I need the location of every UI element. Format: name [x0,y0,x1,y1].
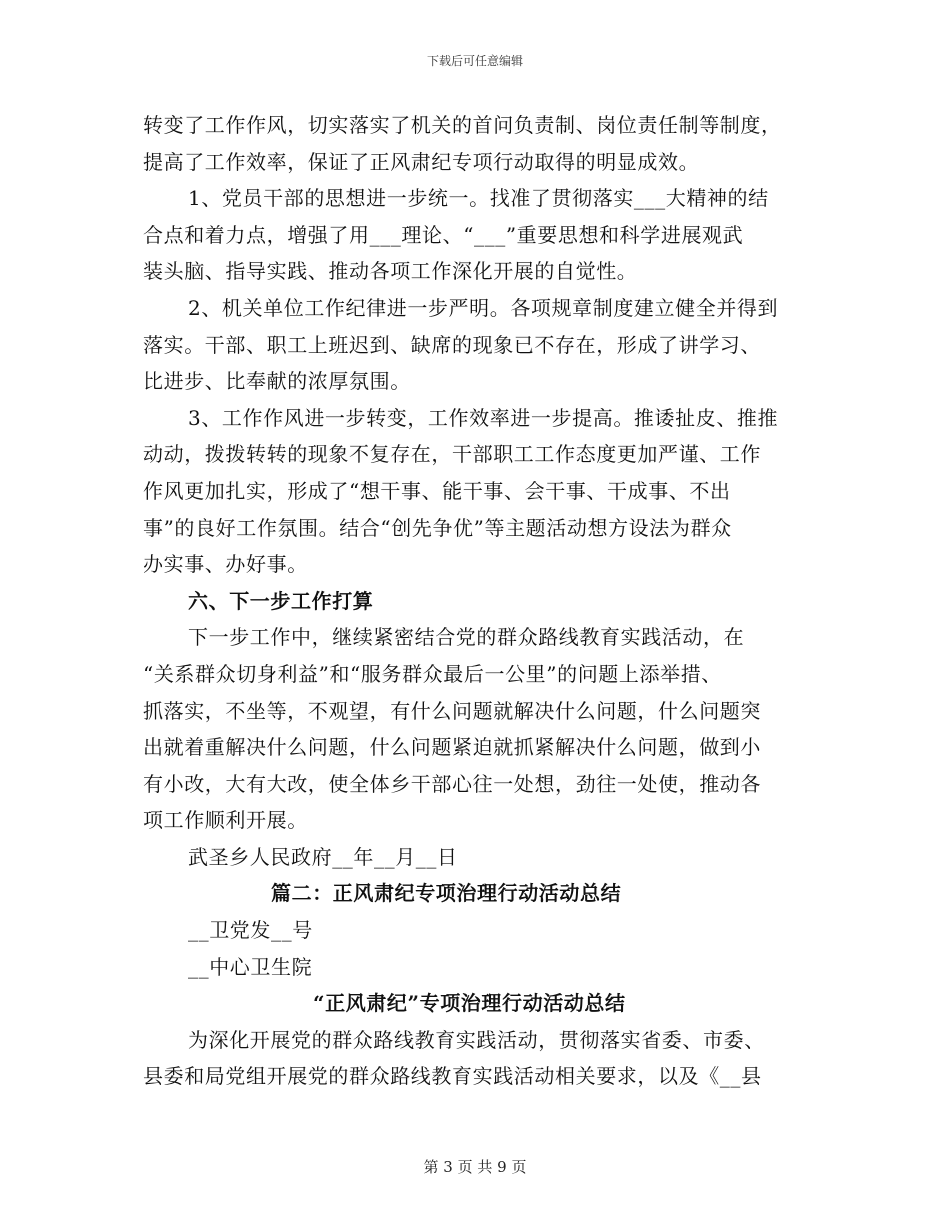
body-line: 提高了工作效率，保证了正风肃纪专项行动取得的明显成效。 [143,149,700,174]
document-body [143,107,807,1095]
body-line: 项工作顺利开展。 [143,808,308,833]
body-line: 动动，拨拨转转的现象不复存在，干部职工工作态度更加严谨、工作 [143,442,761,467]
article-title: 篇二：正风肃纪专项治理行动活动总结 [271,881,622,906]
document-number: __卫党发__号 [188,918,313,943]
body-line: 办实事、办好事。 [143,552,308,577]
body-line: 转变了工作作风，切实落实了机关的首问负责制、岗位责任制等制度， [143,113,782,137]
body-line: 事”的良好工作氛围。结合“创先争优”等主题活动想方设法为群众 [143,515,732,540]
body-line: 出就着重解决什么问题，什么问题紧迫就抓紧解决什么问题，做到小 [143,735,761,760]
body-line: 1、党员干部的思想进一步统一。找准了贯彻落实___大精神的结 [188,186,769,211]
body-line: 县委和局党组开展党的群众路线教育实践活动相关要求，以及《__县 [143,1064,762,1089]
signature-date: 武圣乡人民政府__年__月__日 [188,844,458,869]
issuing-unit: __中心卫生院 [188,954,313,979]
page-header: 下载后可任意编辑 [426,54,523,68]
body-line: 抓落实，不坐等，不观望，有什么问题就解决什么问题，什么问题突 [143,698,761,723]
page-footer: 第 3 页 共 9 页 [423,1158,527,1176]
body-line: 作风更加扎实，形成了“想干事、能干事、会干事、干成事、不出 [143,478,731,503]
body-line: 有小改，大有大改，使全体乡干部心往一处想，劲往一处使，推动各 [143,771,761,796]
body-line: 下一步工作中，继续紧密结合党的群众路线教育实践活动，在 [188,625,745,650]
body-line: 为深化开展党的群众路线教育实践活动，贯彻落实省委、市委、 [188,1027,765,1052]
body-line: 3、工作作风进一步转变，工作效率进一步提高。推诿扯皮、推推 [188,405,779,430]
section-heading: 六、下一步工作打算 [188,588,374,613]
body-line: 合点和着力点，增强了用___理论、“___”重要思想和科学进展观武 [143,222,744,247]
body-line: 装头脑、指导实践、推动各项工作深化开展的自觉性。 [143,259,638,284]
summary-title: “正风肃纪”专项治理行动活动总结 [313,991,626,1016]
body-line: 2、机关单位工作纪律进一步严明。各项规章制度建立健全并得到 [188,295,779,320]
body-line: 落实。干部、职工上班迟到、缺席的现象已不存在，形成了讲学习、 [143,332,761,357]
body-line: “关系群众切身利益”和“服务群众最后一公里”的问题上添举措、 [143,661,722,686]
body-line: 比进步、比奉献的浓厚氛围。 [143,369,411,394]
